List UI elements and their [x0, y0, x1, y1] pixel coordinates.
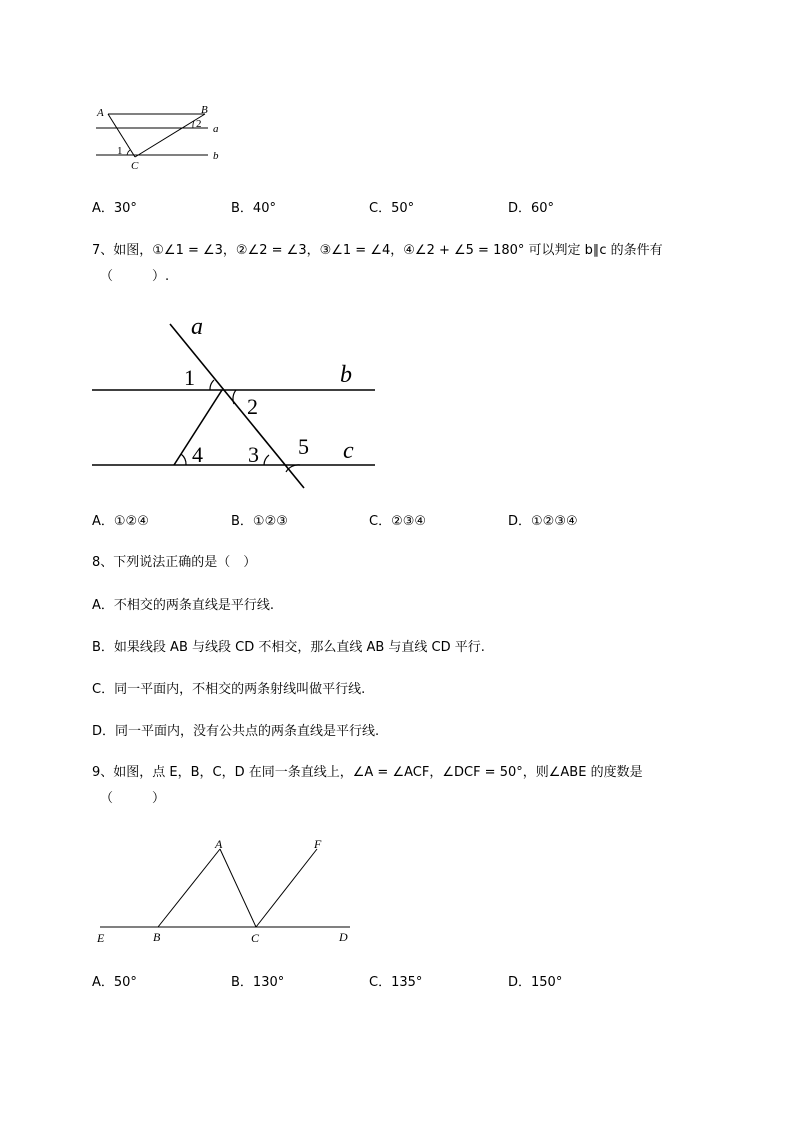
angle-1-arc [127, 150, 130, 155]
figure-q7 [90, 312, 382, 492]
segment-BC [135, 114, 205, 157]
label-C: C [131, 160, 139, 172]
q7-stem-line2: （ ）. [100, 269, 170, 284]
angle-2-arc [193, 121, 194, 128]
figure-q9 [90, 832, 362, 950]
label-4: 4 [192, 442, 203, 467]
q6-option-c: C．50° [369, 201, 415, 216]
q8-option-b: B．如果线段 AB 与线段 CD 不相交，那么直线 AB 与直线 CD 平行. [92, 640, 485, 655]
label-a: a [213, 123, 219, 135]
figure-q6 [88, 100, 228, 176]
label-E: E [97, 931, 105, 945]
label-A: A [97, 107, 104, 119]
q6-option-b: B．40° [231, 201, 276, 216]
angle-3-arc [264, 455, 269, 465]
q9-stem-line2: （ ） [100, 791, 166, 806]
q7-option-b: B．①②③ [231, 514, 288, 529]
label-b: b [340, 362, 352, 388]
angle-1-arc [210, 380, 214, 390]
label-2: 2 [196, 118, 202, 130]
q6-option-a: A．30° [92, 201, 137, 216]
label-b: b [213, 150, 219, 162]
label-B: B [153, 930, 161, 944]
label-5: 5 [298, 434, 309, 459]
label-1: 1 [117, 145, 123, 157]
label-D: D [339, 930, 348, 944]
segment-AB [158, 849, 220, 927]
label-c: c [343, 438, 354, 464]
q8-option-d: D．同一平面内，没有公共点的两条直线是平行线. [92, 724, 380, 739]
q8-stem: 8、下列说法正确的是（ ） [92, 555, 257, 570]
label-A: A [215, 837, 223, 851]
segment-AC [220, 849, 256, 927]
q6-option-d: D．60° [508, 201, 555, 216]
q9-option-a: A．50° [92, 975, 137, 990]
q7-option-a: A．①②④ [92, 514, 149, 529]
segment-CF [256, 849, 317, 927]
q7-option-d: D．①②③④ [508, 514, 578, 529]
label-a: a [191, 314, 203, 340]
q9-option-d: D．150° [508, 975, 563, 990]
q9-option-b: B．130° [231, 975, 285, 990]
line-a [170, 324, 304, 488]
q8-option-c: C．同一平面内，不相交的两条射线叫做平行线. [92, 682, 366, 697]
q7-option-c: C．②③④ [369, 514, 427, 529]
angle-4-arc [181, 454, 186, 465]
label-2: 2 [247, 394, 258, 419]
q8-option-a: A．不相交的两条直线是平行线. [92, 598, 275, 613]
q9-stem-line1: 9、如图，点 E，B，C，D 在同一条直线上，∠A = ∠ACF，∠DCF = 50°，则∠ABE 的度数是 [92, 765, 643, 780]
q9-option-c: C．135° [369, 975, 423, 990]
label-C: C [251, 931, 260, 945]
q7-stem-line1: 7、如图，①∠1 = ∠3，②∠2 = ∠3，③∠1 = ∠4，④∠2 + ∠5 = 180° 可以判定 b∥c 的条件有 [92, 243, 663, 258]
label-B: B [201, 104, 208, 116]
label-F: F [314, 837, 322, 851]
label-3: 3 [248, 442, 259, 467]
angle-5-arc [286, 465, 300, 472]
label-1: 1 [184, 365, 195, 390]
